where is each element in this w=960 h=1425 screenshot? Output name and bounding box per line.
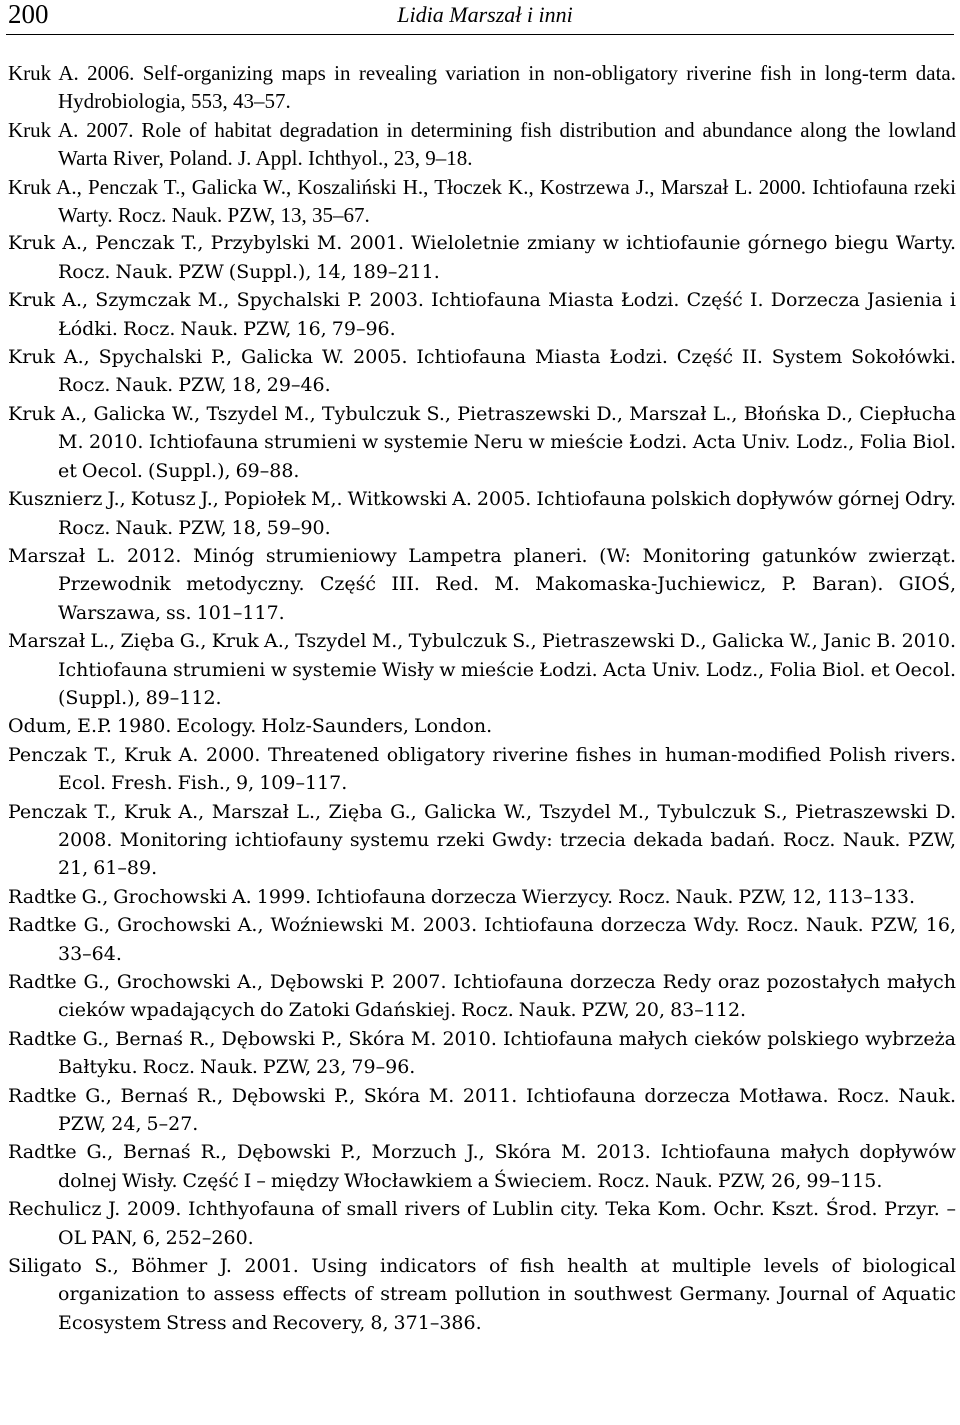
page-number: 200 xyxy=(8,0,49,29)
reference-item: Radtke G., Bernaś R., Dębowski P., Morzuch J., Skóra M. 2013. Ichtiofauna małych dopływów dolnej Wisły. Część I – między Włocławkiem a Świeciem. Rocz. Nauk. PZW, 26, 99–115. xyxy=(8,1141,956,1192)
reference-item: Odum, E.P. 1980. Ecology. Holz-Saunders, London. xyxy=(8,715,493,738)
reference-item: Marszał L., Zięba G., Kruk A., Tszydel M., Tybulczuk S., Pietraszewski D., Galicka W., Janic B. 2010. Ichtiofauna strumieni w systemie Wisły w mieście Łodzi. Acta Univ. Lodz., Folia Biol. et Oecol. (Suppl.), 89–112. xyxy=(8,630,956,709)
reference-item: Penczak T., Kruk A., Marszał L., Zięba G., Galicka W., Tszydel M., Tybulczuk S., Pietraszewski D. 2008. Monitoring ichtiofauny systemu rzeki Gwdy: trzecia dekada badań. Rocz. Nauk. PZW, 21, 61–89. xyxy=(8,800,956,880)
reference-item: Siligato S., Böhmer J. 2001. Using indicators of fish health at multiple levels of biological organization to assess effects of stream pollution in southwest Germany. Journal of Aquatic Ecosystem Stress and Recovery, 8, 371–386. xyxy=(8,1255,956,1334)
reference-item: Radtke G., Grochowski A., Dębowski P. 2007. Ichtiofauna dorzecza Redy oraz pozostałych małych cieków wpadających do Zatoki Gdańskiej. Rocz. Nauk. PZW, 20, 83–112. xyxy=(8,971,956,1022)
reference-item: Marszał L. 2012. Minóg strumieniowy Lampetra planeri. (W: Monitoring gatunków zwierząt. Przewodnik metodyczny. Część III. Red. M. Makomaska-Juchiewicz, P. Baran). GIOŚ, Warszawa, ss. 101–117. xyxy=(8,544,956,624)
reference-item: Penczak T., Kruk A. 2000. Threatened obligatory riverine fishes in human-modified Polish rivers. Ecol. Fresh. Fish., 9, 109–117. xyxy=(8,743,956,795)
reference-item: Radtke G., Bernaś R., Dębowski P., Skóra M. 2011. Ichtiofauna dorzecza Motława. Rocz. Nauk. PZW, 24, 5–27. xyxy=(8,1084,956,1136)
reference-item: Kruk A., Penczak T., Galicka W., Koszaliński H., Tłoczek K., Kostrzewa J., Marszał L. 2000. Ichtiofauna rzeki Warty. Rocz. Nauk. PZW, 13, 35–67. xyxy=(8,174,956,228)
reference-item: Kruk A., Penczak T., Przybylski M. 2001. Wieloletnie zmiany w ichtiofaunie górnego biegu Warty. Rocz. Nauk. PZW (Suppl.), 14, 189–211. xyxy=(8,232,956,283)
reference-item: Kusznierz J., Kotusz J., Popiołek M,. Witkowski A. 2005. Ichtiofauna polskich dopływów górnej Odry. Rocz. Nauk. PZW, 18, 59–90. xyxy=(8,488,956,539)
reference-item: Kruk A. 2006. Self-organizing maps in revealing variation in non-obligatory riverine fish in long-term data. Hydrobiologia, 553, 43–57. xyxy=(8,61,956,114)
reference-item: Kruk A., Szymczak M., Spychalski P. 2003. Ichtiofauna Miasta Łodzi. Część I. Dorzecza Jasienia i Łódki. Rocz. Nauk. PZW, 16, 79–96. xyxy=(8,289,956,340)
reference-item: Kruk A., Spychalski P., Galicka W. 2005. Ichtiofauna Miasta Łodzi. Część II. System Sokołówki. Rocz. Nauk. PZW, 18, 29–46. xyxy=(8,346,956,397)
reference-item: Kruk A., Galicka W., Tszydel M., Tybulczuk S., Pietraszewski D., Marszał L., Błońska D., Ciepłucha M. 2010. Ichtiofauna strumieni w systemie Neru w mieście Łodzi. Acta Univ. Lodz., Folia Biol. et Oecol. (Suppl.), 69–88. xyxy=(8,402,956,482)
reference-item: Kruk A. 2007. Role of habitat degradation in determining fish distribution and abundance along the lowland Warta River, Poland. J. Appl. Ichthyol., 23, 9–18. xyxy=(8,117,956,171)
page-header xyxy=(6,0,954,35)
reference-list xyxy=(8,59,956,1337)
reference-item: Radtke G., Bernaś R., Dębowski P., Skóra M. 2010. Ichtiofauna małych cieków polskiego wybrzeża Bałtyku. Rocz. Nauk. PZW, 23, 79–96. xyxy=(8,1027,956,1079)
reference-item: Radtke G., Grochowski A. 1999. Ichtiofauna dorzecza Wierzycy. Rocz. Nauk. PZW, 12, 113–133. xyxy=(8,885,915,908)
reference-item: Rechulicz J. 2009. Ichthyofauna of small rivers of Lublin city. Teka Kom. Ochr. Kszt. Środ. Przyr. – OL PAN, 6, 252–260. xyxy=(8,1198,956,1249)
reference-item: Radtke G., Grochowski A., Woźniewski M. 2003. Ichtiofauna dorzecza Wdy. Rocz. Nauk. PZW, 16, 33–64. xyxy=(8,914,956,965)
running-head: Lidia Marszał i inni xyxy=(397,2,573,27)
